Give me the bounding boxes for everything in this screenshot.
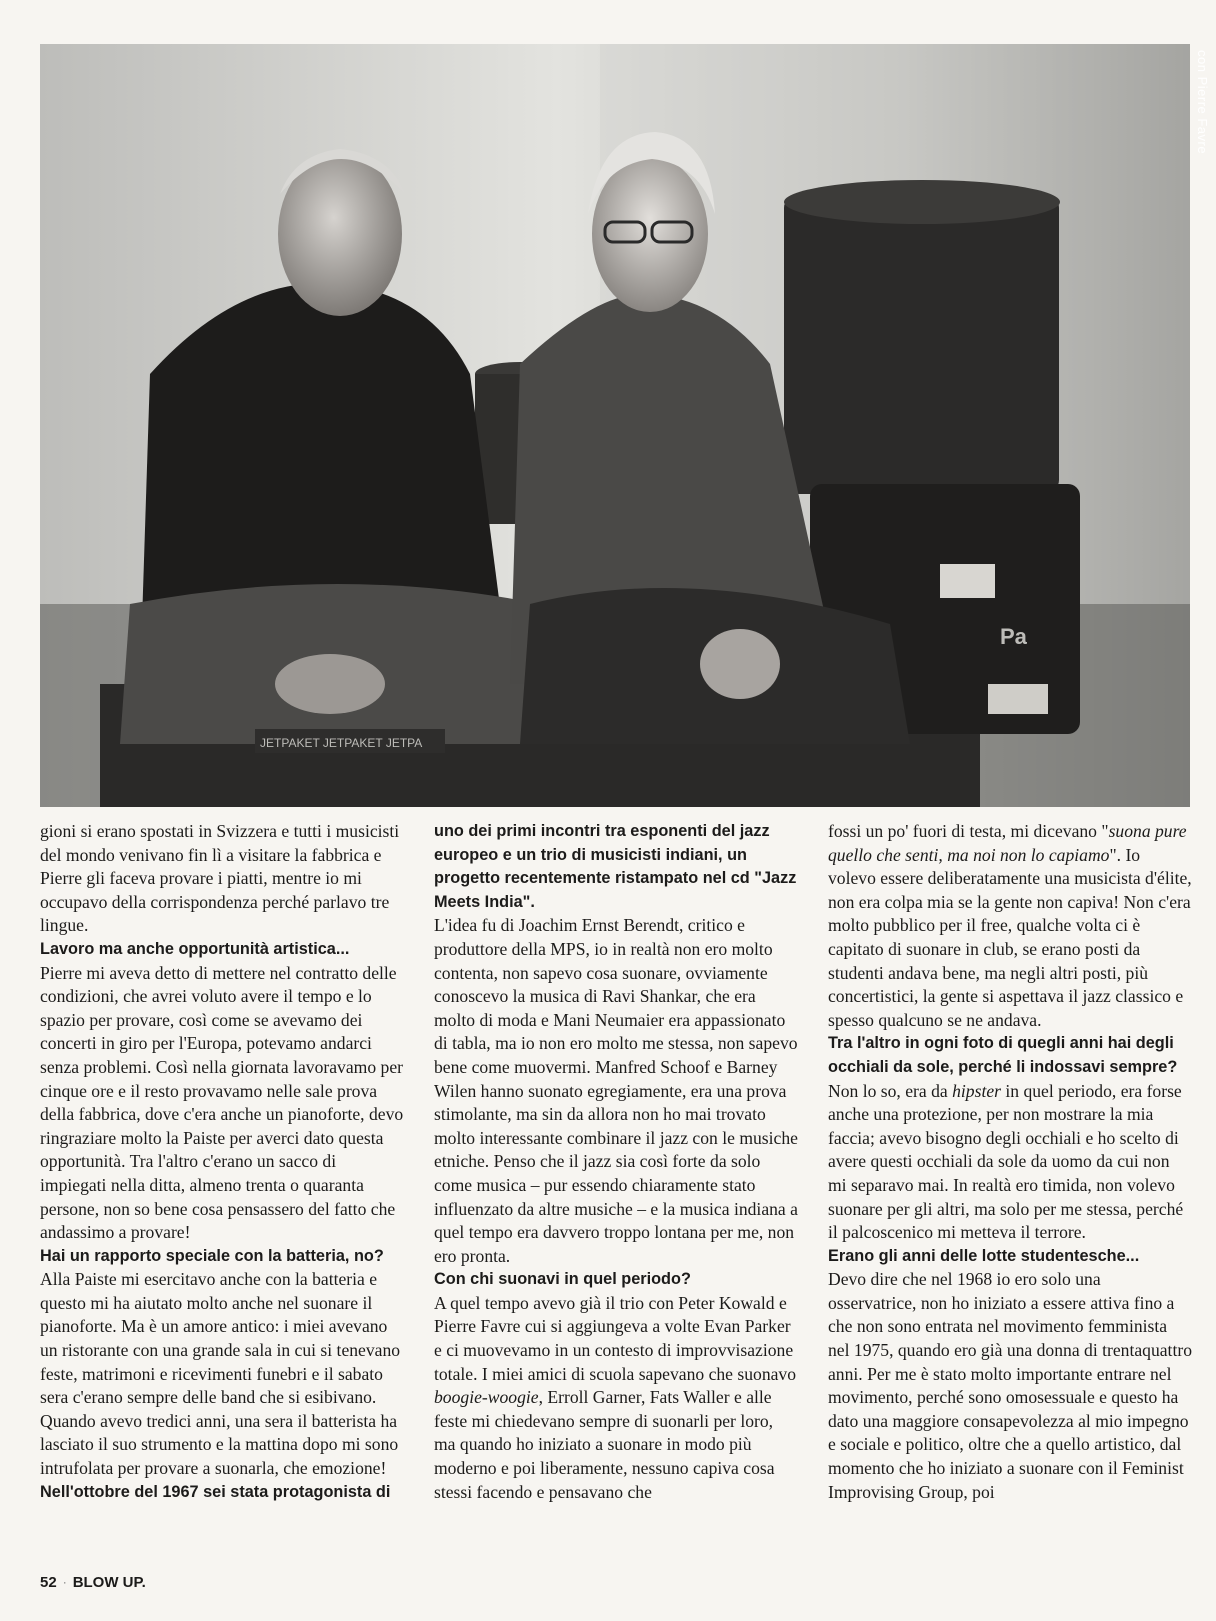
paragraph: A quel tempo avevo già il trio con Peter Kowald e Pierre Favre cui si aggiungeva a volte Evan Parker e ci muovevamo in un contesto di improvvisazione totale. I miei amici di scuola sapevano che suonavo boogie-woogie, Erroll Garner, Fats Waller e alle feste mi chiedevano sempre di suonarli per loro, ma quando ho iniziato a suonare in modo più moderno e poi liberamente, nessuno capiva cosa stessi facendo e pensavano che bbox=[434, 1292, 797, 1502]
photo-credit: con Pierre Favre bbox=[1195, 50, 1210, 155]
article-columns bbox=[40, 820, 1192, 1550]
paragraph: gioni si erano spostati in Svizzera e tutti i musicisti del mondo venivano fin lì a visitare la fabbrica e Pierre gli faceva provare i piatti, mentre io mi occupavo della corrispondenza perché parlavo tre lingue. bbox=[40, 821, 400, 936]
paragraph: L'idea fu di Joachim Ernst Berendt, critico e produttore della MPS, io in realtà non ero molto contenta, non sapevo cosa suonare, ovviamente conoscevo la musica di Ravi Shankar, che era molto di moda e Mani Neumaier era appassionato di tabla, ma io non ero molto me stessa, non sapevo bene come muovermi. Manfred Schoof e Barney Wilen hanno suonato egregiamente, era una prova stimolante, ma sin da allora non ho mai trovato molto interessante combinare il jazz con le musiche etniche. Penso che il jazz sia così forte da solo come musica – pur essendo chiaramente stato influenzato da altre musiche – e la musica indiana a quel tempo era davvero troppo lontana per me, non ero pronta. bbox=[434, 915, 798, 1266]
paragraph: Alla Paiste mi esercitavo anche con la batteria e questo mi ha aiutato molto anche nel suonare il pianoforte. Ma è un amore antico: i miei avevano un ristorante con una grande sala in cui si tenevano feste, matrimoni e ricevimenti funebri e il sabato sera c'erano sempre delle band che si esibivano. Quando avevo tredici anni, una sera il batterista ha lasciato il suo strumento e la mattina dopo mi sono intrufolata per provare a suonarla, che emozione! bbox=[40, 1269, 401, 1479]
photo-illustration bbox=[40, 44, 1190, 807]
column-1 bbox=[40, 820, 404, 1550]
photo bbox=[40, 44, 1190, 807]
magazine-name: BLOW UP. bbox=[72, 1573, 146, 1591]
interview-question: Con chi suonavi in quel periodo? bbox=[434, 1270, 691, 1289]
paragraph: fossi un po' fuori di testa, mi dicevano "suona pure quello che senti, ma noi non lo capiamo". Io volevo essere deliberatamente una musicista d'élite, non era colpa mia se la gente non capiva! Non c'era molto pubblico per il free, qualche volta ci è capitato di suonare in club, se erano posti da studenti andava bene, ma negli altri posti, più concertistici, la gente si aspettava il jazz classico e spesso qualcuno se ne andava. bbox=[828, 821, 1192, 1030]
interview-question: Nell'ottobre del 1967 sei stata protagonista di bbox=[40, 1482, 391, 1501]
paragraph: Non lo so, era da hipster in quel periodo, era forse anche una protezione, per non mostrare la mia faccia; avevo bisogno degli occhiali e ho scelto di avere questi occhiali da sole da uomo da cui non mi separavo mai. In realtà ero timida, non volevo suonare per gli altri, ma solo per me stessa, perché il palcoscenico mi metteva il terrore. bbox=[828, 1080, 1184, 1243]
paragraph: Devo dire che nel 1968 io ero solo una osservatrice, non ho iniziato a essere attiva fino a che non sono entrata nel movimento femminista nel 1975, quando ero già una donna di trentaquattro anni. Per me è stato molto importante entrare nel movimento, perché sono omosessuale e questo ha dato una maggiore consapevolezza al mio impegno e sociale e politico, oltre che a quello artistico, dal momento che ho iniziato a suonare con il Feminist Improvising Group, poi bbox=[828, 1269, 1192, 1502]
case-brand: Pa bbox=[1000, 624, 1027, 649]
case-label: JETPAKET JETPAKET JETPA bbox=[260, 736, 423, 750]
interview-question: Erano gli anni delle lotte studentesche... bbox=[828, 1246, 1140, 1265]
footer-separator: · bbox=[62, 1575, 67, 1589]
paragraph: Pierre mi aveva detto di mettere nel contratto delle condizioni, che avrei voluto avere il tempo e lo spazio per provare, così come se avevamo dei concerti in giro per l'Europa, potevamo andarci senza problemi. Così nella giornata lavoravamo per cinque ore e il resto provavamo nelle sale prova della fabbrica, dove c'era anche un pianoforte, devo ringraziare molto la Paiste per averci dato questa opportunità. Tra l'altro c'erano un sacco di impiegati nella ditta, almeno trenta o quaranta persone, non so bene cosa pensassero del fatto che andassimo a provare! bbox=[40, 962, 404, 1243]
column-2 bbox=[434, 820, 798, 1550]
column-3 bbox=[828, 820, 1192, 1550]
interview-question: uno dei primi incontri tra esponenti del jazz europeo e un trio di musicisti indiani, un progetto recentemente ristampato nel cd "Jazz Meets India". bbox=[434, 822, 797, 911]
interview-question: Tra l'altro in ogni foto di quegli anni hai degli occhiali da sole, perché li indossavi sempre? bbox=[828, 1034, 1178, 1076]
interview-question: Lavoro ma anche opportunità artistica... bbox=[40, 939, 350, 958]
interview-question: Hai un rapporto speciale con la batteria, no? bbox=[40, 1246, 384, 1265]
page-footer bbox=[40, 1570, 146, 1594]
page-number: 52 bbox=[40, 1573, 57, 1591]
